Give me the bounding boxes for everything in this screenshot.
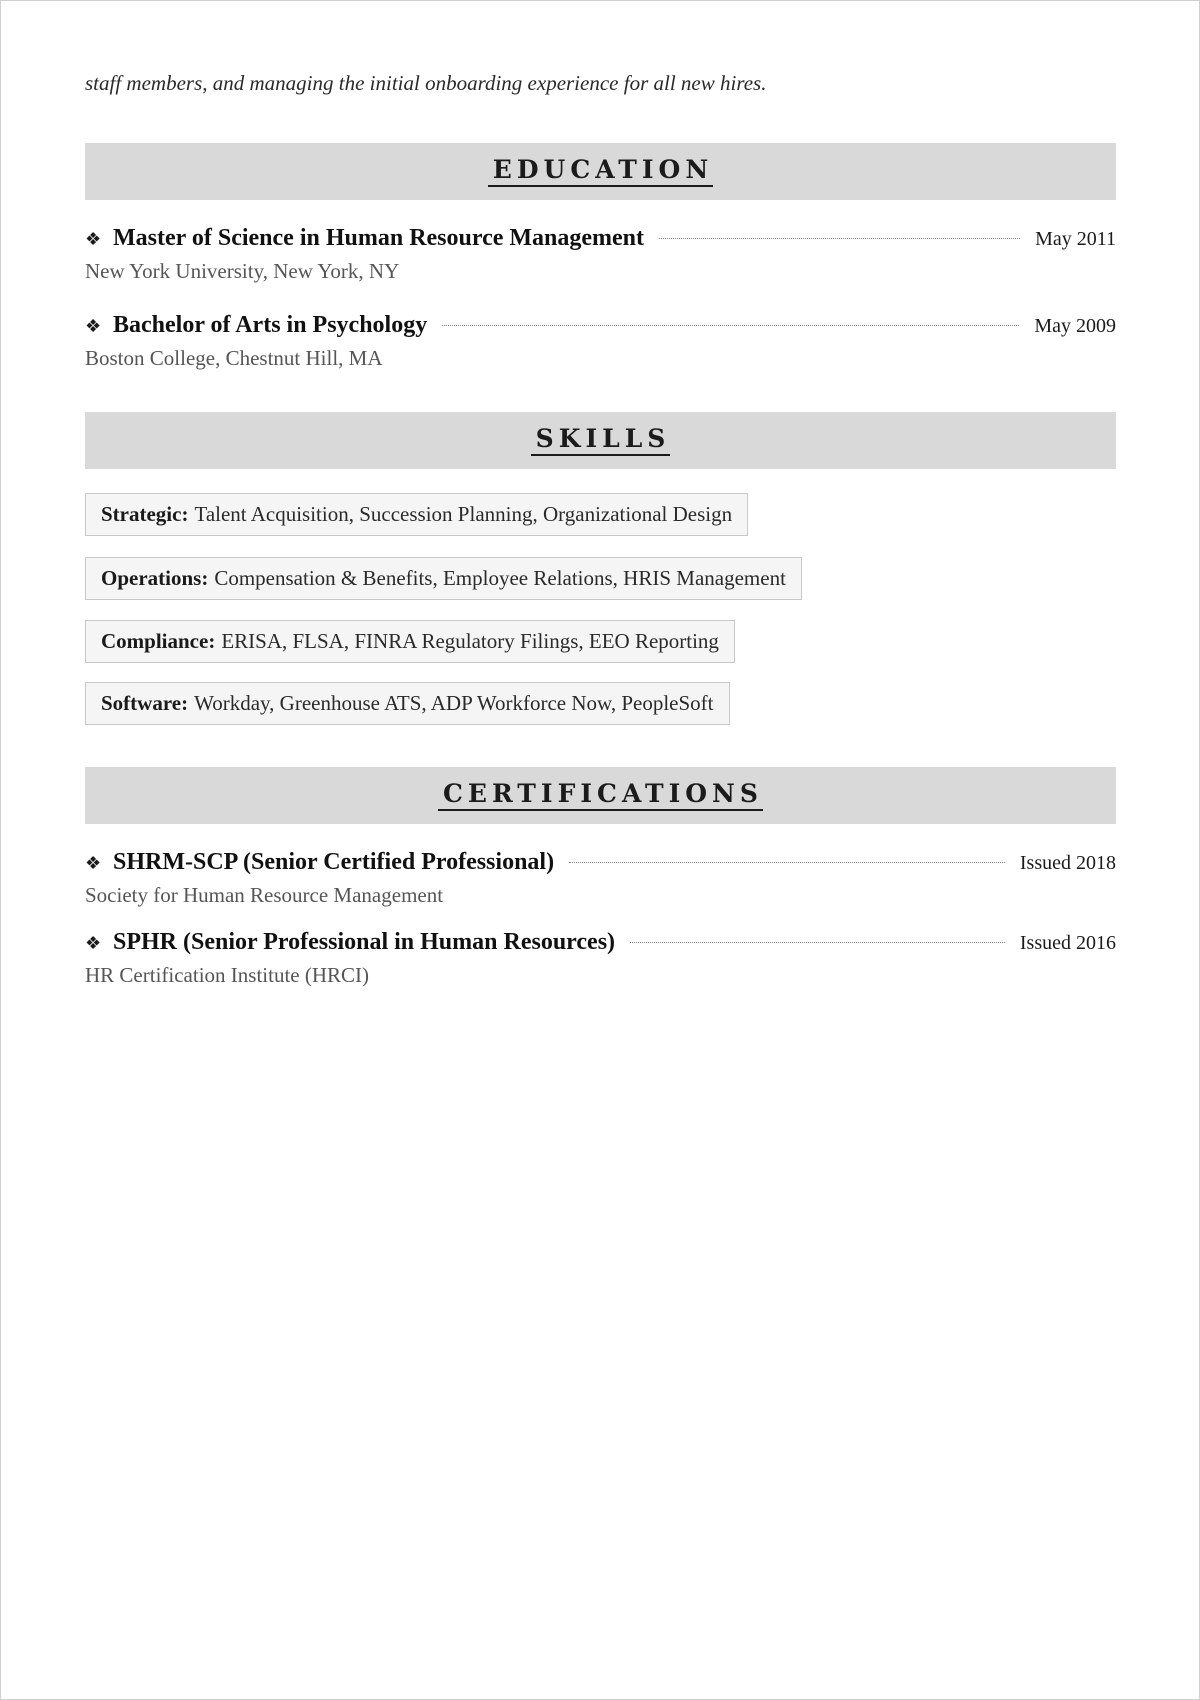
skill-box-strategic — [85, 493, 748, 536]
certification-date: Issued 2018 — [1019, 852, 1116, 874]
skill-category: Compliance: — [101, 629, 216, 653]
dotted-leader — [442, 325, 1019, 326]
diamond-bullet-icon: ❖ — [85, 316, 102, 336]
skill-box-operations — [85, 557, 802, 600]
dotted-leader — [569, 862, 1005, 863]
certification-entry — [85, 849, 1116, 908]
certification-date: Issued 2016 — [1019, 932, 1116, 954]
skills-heading: SKILLS — [531, 425, 671, 456]
diamond-bullet-icon: ❖ — [85, 933, 102, 953]
institution: Boston College, Chestnut Hill, MA — [85, 346, 383, 370]
skills-section-header — [85, 412, 1116, 469]
institution: New York University, New York, NY — [85, 259, 400, 283]
skill-category: Strategic: — [101, 502, 189, 526]
diamond-bullet-icon: ❖ — [85, 853, 102, 873]
skill-category: Software: — [101, 691, 189, 715]
skill-category: Operations: — [101, 566, 209, 590]
certification-issuer: HR Certification Institute (HRCI) — [85, 963, 370, 987]
education-entry — [85, 312, 1116, 371]
education-entry-row — [85, 225, 1116, 257]
certification-title: SPHR (Senior Professional in Human Resources) — [113, 929, 616, 955]
certification-title: SHRM-SCP (Senior Certified Professional) — [113, 849, 555, 875]
degree-date: May 2009 — [1034, 315, 1116, 337]
certifications-section-header — [85, 767, 1116, 824]
skill-list: ERISA, FLSA, FINRA Regulatory Filings, EEO Reporting — [221, 629, 719, 653]
degree-title: Bachelor of Arts in Psychology — [113, 312, 428, 338]
dotted-leader — [659, 238, 1020, 239]
intro-text: staff members, and managing the initial onboarding experience for all new hires. — [85, 71, 767, 95]
education-heading: EDUCATION — [488, 156, 713, 187]
dotted-leader — [630, 942, 1005, 943]
degree-title: Master of Science in Human Resource Management — [113, 225, 645, 251]
education-section-header — [85, 143, 1116, 200]
skill-box-compliance — [85, 620, 735, 663]
skill-list: Talent Acquisition, Succession Planning, Organizational Design — [194, 502, 733, 526]
certification-entry-row — [85, 929, 1116, 961]
diamond-bullet-icon: ❖ — [85, 229, 102, 249]
skill-box-software — [85, 682, 730, 725]
education-entry-row — [85, 312, 1116, 344]
certification-entry — [85, 929, 1116, 988]
certifications-heading: CERTIFICATIONS — [438, 780, 763, 811]
skill-list: Workday, Greenhouse ATS, ADP Workforce Now, PeopleSoft — [194, 691, 714, 715]
education-entry — [85, 225, 1116, 284]
degree-date: May 2011 — [1035, 228, 1116, 250]
certification-issuer: Society for Human Resource Management — [85, 883, 444, 907]
certification-entry-row — [85, 849, 1116, 881]
skill-list: Compensation & Benefits, Employee Relations, HRIS Management — [214, 566, 786, 590]
